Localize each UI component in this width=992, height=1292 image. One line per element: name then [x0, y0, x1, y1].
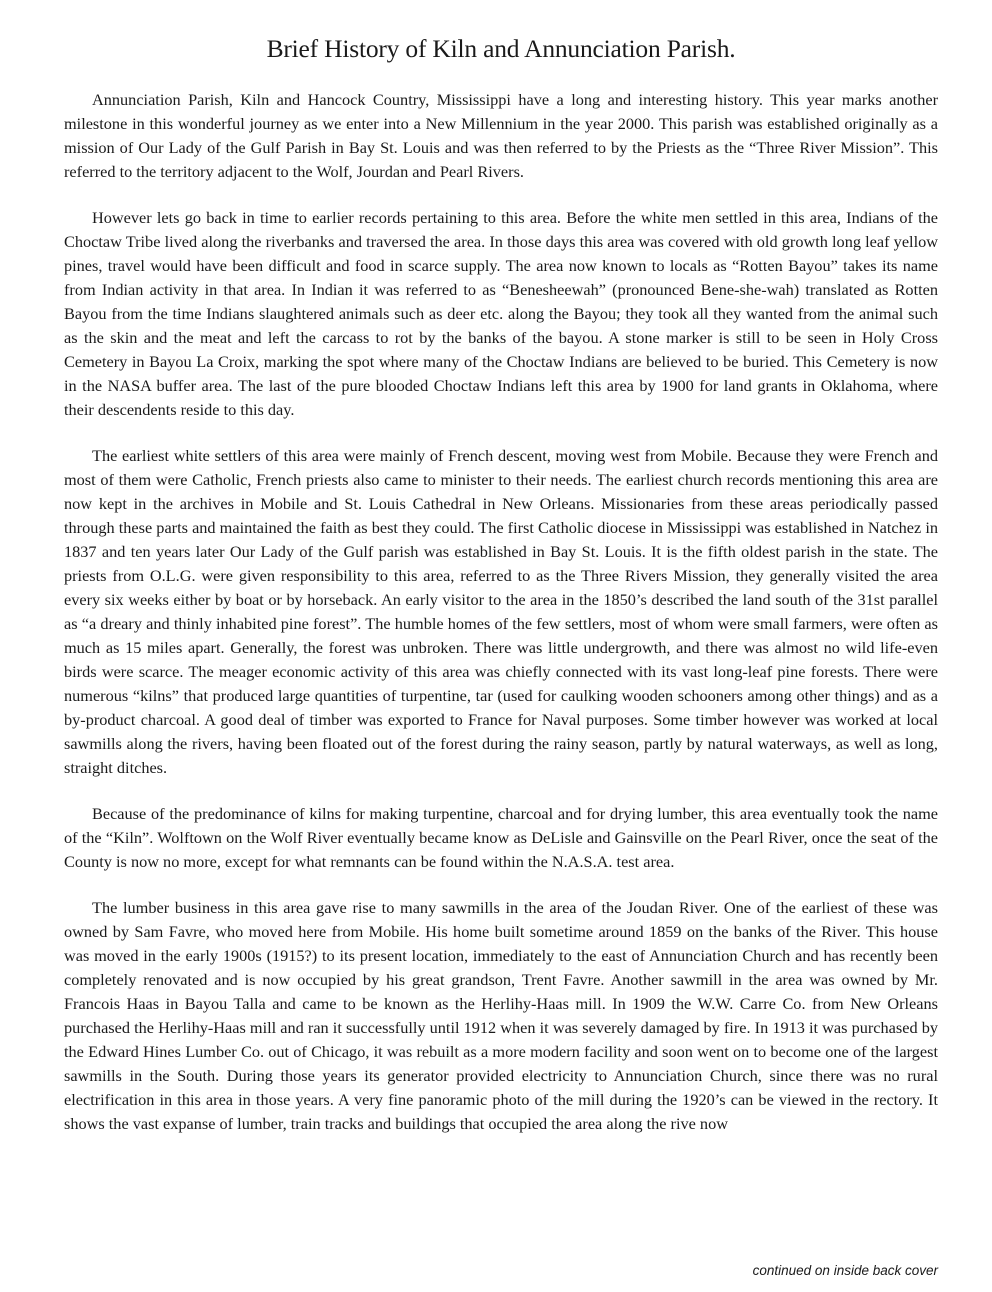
- paragraph-kilns: Because of the predominance of kilns for making turpentine, charcoal and for drying lumber, this area eventually took the name of the “Kiln”. Wolftown on the Wolf River eventually became know as DeLisle and Gainsville on the Pearl River, once the seat of the County is now no more, except for what remnants can be found within the N.A.S.A. test area.: [64, 804, 938, 871]
- paragraph-lumber: The lumber business in this area gave rise to many sawmills in the area of the Joudan River. One of the earliest of these was owned by Sam Favre, who moved here from Mobile. His home built sometime around 1859 on the banks of the River. This house was moved in the early 1900s (1915?) to its present location, immediately to the east of Annunciation Church and has recently been completely renovated and is now occupied by his great grandson, Trent Favre. Another sawmill in the area was owned by Mr. Francois Haas in Bayou Talla and came to be known as the Herlihy-Haas mill. In 1909 the W.W. Carre Co. from New Orleans purchased the Herlihy-Haas mill and ran it successfully until 1912 when it was severely damaged by fire. In 1913 it was purchased by the Edward Hines Lumber Co. out of Chicago, it was rebuilt as a more modern facility and soon went on to become one of the largest sawmills in the South. During those years its generator provided electricity to Annunciation Church, since there was no rural electrification in this area in those years. A very fine panoramic photo of the mill during the 1920’s can be viewed in the rectory. It shows the vast expanse of lumber, train tracks and buildings that occupied the area along the rive now: [64, 898, 938, 1133]
- continued-note: continued on inside back cover: [752, 1263, 938, 1278]
- paragraph-choctaw: However lets go back in time to earlier records pertaining to this area. Before the white men settled in this area, Indians of the Choctaw Tribe lived along the riverbanks and traversed the area. In those days this area was covered with old growth long leaf yellow pines, travel would have been difficult and food in scarce supply. The area now known to locals as “Rotten Bayou” takes its name from Indian activity in that area. In Indian it was referred to as “Benesheewah” (pronounced Bene-she-wah) translated as Rotten Bayou from the time Indians slaughtered animals such as deer etc. along the Bayou; they took all they wanted from the animal such as the skin and the meat and left the carcass to rot by the banks of the bayou. A stone marker is still to be seen in Holy Cross Cemetery in Bayou La Croix, marking the spot where many of the Choctaw Indians are believed to be buried. This Cemetery is now in the NASA buffer area. The last of the pure blooded Choctaw Indians left this area by 1900 for land grants in Oklahoma, where their descendents reside to this day.: [64, 208, 938, 419]
- paragraph-settlers: The earliest white settlers of this area were mainly of French descent, moving west from Mobile. Because they were French and most of them were Catholic, French priests also came to minister to their needs. The earliest church records mentioning this area are now kept in the archives in Mobile and St. Louis Cathedral in New Orleans. Missionaries from these areas periodically passed through these parts and maintained the faith as best they could. The first Catholic diocese in Mississippi was established in Natchez in 1837 and ten years later Our Lady of the Gulf parish was established in Bay St. Louis. It is the fifth oldest parish in the state. The priests from O.L.G. were given responsibility to this area, referred to as the Three Rivers Mission, they generally visited the area every six weeks either by boat or by horseback. An early visitor to the area in the 1850’s described the land south of the 31st parallel as “a dreary and thinly inhabited pine forest”. The humble homes of the few settlers, most of whom were small farmers, were often as much as 15 miles apart. Generally, the forest was unbroken. There was little undergrowth, and there was almost no wild life-even birds were scarce. The meager economic activity of this area was chiefly connected with its vast long-leaf pine forests. There were numerous “kilns” that produced large quantities of turpentine, tar (used for caulking wooden schooners among other things) and as a by-product charcoal. A good deal of timber was exported to France for Naval purposes. Some timber however was worked at local sawmills along the rivers, having been floated out of the forest during the rainy season, partly by natural waterways, as well as long, straight ditches.: [64, 446, 938, 777]
- paragraph-intro: Annunciation Parish, Kiln and Hancock Country, Mississippi have a long and interesting history. This year marks another milestone in this wonderful journey as we enter into a New Millennium in the year 2000. This parish was established originally as a mission of Our Lady of the Gulf Parish in Bay St. Louis and was then referred to by the Priests as the “Three River Mission”. This referred to the territory adjacent to the Wolf, Jourdan and Pearl Rivers.: [64, 90, 938, 181]
- page-title: Brief History of Kiln and Annunciation Parish.: [266, 34, 736, 63]
